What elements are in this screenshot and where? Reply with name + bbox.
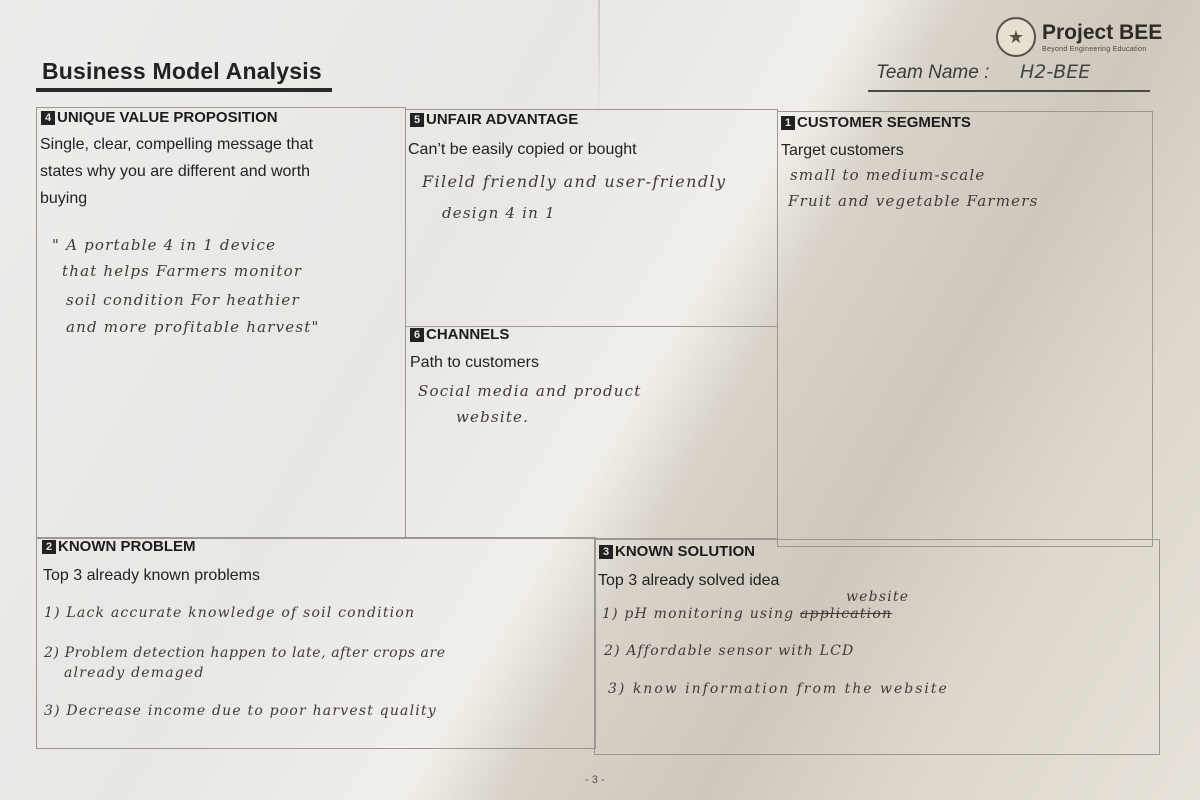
segments-handwriting: Fruit and vegetable Farmers [788,192,1039,210]
problem-number: 2 [42,540,56,554]
known-problem-description: Top 3 already known problems [43,567,261,584]
channels-heading-text: CHANNELS [426,326,510,343]
solution-inserted-word: website [846,589,910,605]
title-underline [36,88,332,92]
uvp-description-line: states why you are different and worth [40,163,311,180]
segments-number: 1 [781,116,795,130]
page-number: - 3 - [585,774,605,786]
unfair-advantage-heading [410,111,578,128]
uvp-description-line: Single, clear, compelling message that [40,136,314,153]
uvp-handwriting: that helps Farmers monitor [62,262,303,280]
unfair-handwriting: Fileld friendly and user-friendly [422,172,727,191]
uvp-heading-text: UNIQUE VALUE PROPOSITION [57,109,278,126]
solution-heading-text: KNOWN SOLUTION [615,543,755,560]
customer-segments-heading [781,114,971,131]
uvp-handwriting: " A portable 4 in 1 device [52,236,277,254]
page-title: Business Model Analysis [42,58,322,84]
unfair-advantage-description: Can’t be easily copied or bought [408,141,637,158]
uvp-heading [41,109,278,126]
problem-handwriting: 1) Lack accurate knowledge of soil condition [44,605,416,621]
solution-handwriting: 2) Affordable sensor with LCD [604,643,855,659]
unfair-number: 5 [410,113,424,127]
uvp-number: 4 [41,111,55,125]
uvp-handwriting: soil condition For heathier [66,291,300,309]
segments-handwriting: small to medium-scale [790,166,986,184]
channels-handwriting: website. [456,408,530,426]
customer-segments-description: Target customers [781,142,904,159]
project-logo [996,17,1162,57]
uvp-description-line: buying [40,190,88,207]
unfair-handwriting: design 4 in 1 [442,204,556,222]
problem-heading-text: KNOWN PROBLEM [58,538,196,555]
channels-description: Path to customers [410,354,539,371]
segments-heading-text: CUSTOMER SEGMENTS [797,114,971,131]
known-problem-heading [42,538,196,555]
uvp-handwriting: and more profitable harvest" [66,318,320,336]
solution-item-1: 1) pH monitoring using [602,606,795,622]
problem-handwriting: 3) Decrease income due to poor harvest quality [44,703,437,719]
team-name-underline [868,90,1150,92]
unfair-heading-text: UNFAIR ADVANTAGE [426,111,579,128]
channels-heading [410,326,509,343]
problem-handwriting: already demaged [64,665,205,681]
team-name-value: H2-BEE [1020,61,1091,83]
solution-handwriting [602,606,892,622]
uvp-description [40,131,313,212]
solution-number: 3 [599,545,613,559]
logo-subtitle: Beyond Engineering Education [1042,45,1147,53]
channels-handwriting: Social media and product [418,382,642,400]
solution-handwriting: 3) know information from the website [608,681,949,697]
solution-struck-word: application [800,606,893,622]
known-solution-heading [599,543,755,560]
logo-title: Project BEE [1042,20,1163,44]
channels-number: 6 [410,328,424,342]
team-name-label: Team Name : [876,62,990,83]
bee-badge-icon: ★ [996,17,1036,57]
problem-handwriting: 2) Problem detection happen to late, after crops are [44,645,446,661]
paper-fold [598,0,600,120]
known-solution-description: Top 3 already solved idea [598,572,780,589]
